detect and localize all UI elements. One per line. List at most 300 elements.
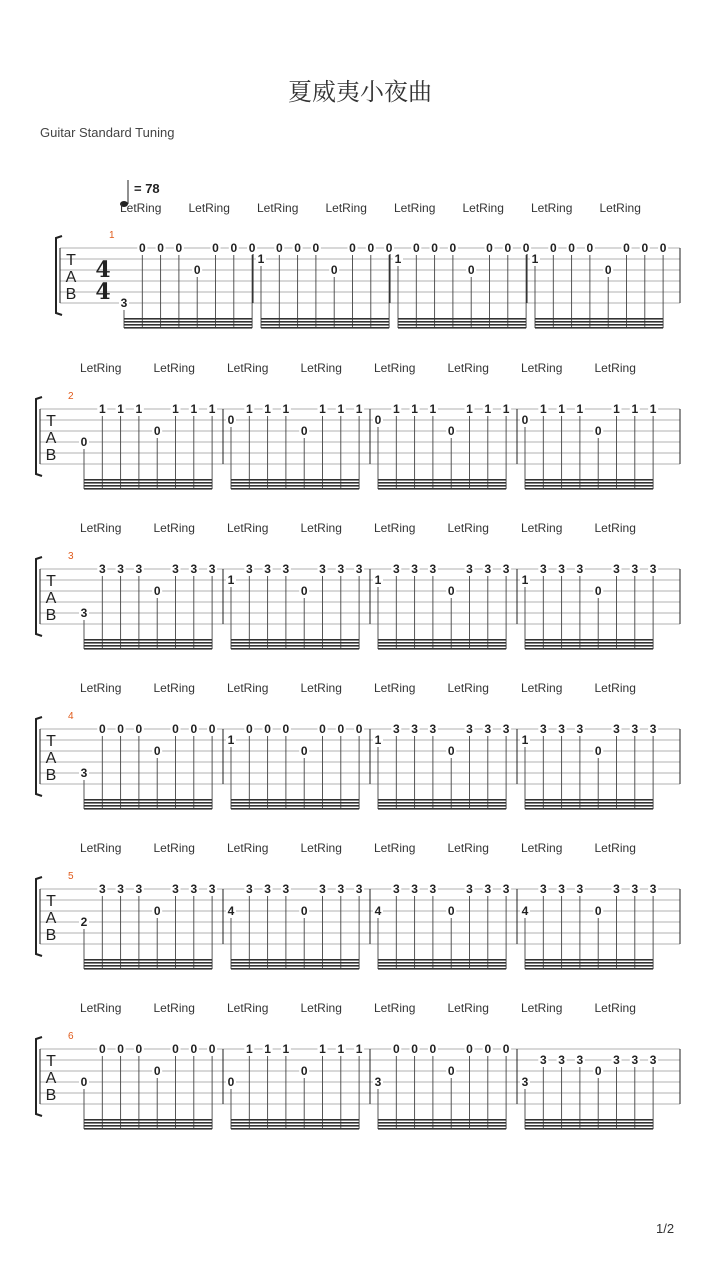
let-ring-label: LetRing <box>153 1001 195 1015</box>
fret-number: 0 <box>300 1064 308 1078</box>
fret-number: 3 <box>576 1053 584 1067</box>
fret-number: 0 <box>641 241 649 255</box>
let-ring-label: LetRing <box>447 1001 489 1015</box>
note-beam <box>378 808 506 810</box>
fret-number: 3 <box>208 882 216 896</box>
tuning-label: Guitar Standard Tuning <box>40 125 175 140</box>
fret-number: 1 <box>374 733 382 747</box>
fret-number: 3 <box>319 562 326 576</box>
let-ring-label: LetRing <box>227 521 269 535</box>
fret-number: 0 <box>412 241 420 255</box>
fret-number: 3 <box>539 722 547 736</box>
song-title: 夏威夷小夜曲 <box>288 78 432 106</box>
fret-number: 1 <box>245 1042 253 1056</box>
note-beam <box>231 482 359 484</box>
fret-number: 3 <box>539 562 547 576</box>
fret-number: 1 <box>257 252 265 266</box>
note-beam <box>535 324 663 326</box>
fret-number: 0 <box>294 241 301 255</box>
fret-number: 1 <box>208 402 216 416</box>
note-beam <box>231 479 359 481</box>
fret-number: 0 <box>282 722 290 736</box>
fret-number: 0 <box>157 241 164 255</box>
measure-number: 5 <box>68 871 74 882</box>
let-ring-label: LetRing <box>300 521 342 535</box>
fret-number: 0 <box>484 1042 492 1056</box>
note-beam <box>84 968 212 970</box>
fret-number: 0 <box>264 722 271 736</box>
let-ring-label: LetRing <box>447 841 489 855</box>
note-beam <box>398 321 526 323</box>
fret-number: 1 <box>264 1042 271 1056</box>
note-beam <box>231 1119 359 1121</box>
fret-number: 1 <box>531 252 539 266</box>
let-ring-label: LetRing <box>594 681 636 695</box>
fret-number: 1 <box>282 1042 290 1056</box>
fret-number: 0 <box>212 241 219 255</box>
note-beam <box>231 959 359 961</box>
note-beam <box>525 799 653 801</box>
note-beam <box>84 805 212 807</box>
fret-number: 0 <box>367 241 375 255</box>
note-beam <box>525 645 653 647</box>
let-ring-label: LetRing <box>447 681 489 695</box>
fret-number: 3 <box>613 1053 620 1067</box>
fret-number: 3 <box>411 562 418 576</box>
let-ring-label: LetRing <box>374 681 416 695</box>
fret-number: 0 <box>594 904 602 918</box>
note-beam <box>231 488 359 490</box>
note-beam <box>124 321 252 323</box>
fret-number: 3 <box>613 562 620 576</box>
fret-number: 1 <box>374 573 382 587</box>
let-ring-label: LetRing <box>447 361 489 375</box>
note-beam <box>261 327 389 329</box>
let-ring-label: LetRing <box>374 1001 416 1015</box>
measure-number: 3 <box>68 551 74 562</box>
note-beam <box>535 321 663 323</box>
fret-number: 1 <box>411 402 418 416</box>
fret-number: 3 <box>120 296 128 310</box>
fret-number: 0 <box>245 722 253 736</box>
fret-number: 0 <box>190 1042 198 1056</box>
fret-number: 1 <box>172 402 179 416</box>
fret-number: 1 <box>337 402 345 416</box>
fret-number: 3 <box>80 606 88 620</box>
fret-number: 3 <box>613 882 620 896</box>
let-ring-label: LetRing <box>153 361 195 375</box>
fret-number: 3 <box>649 882 657 896</box>
tab-clef-letter: A <box>45 910 57 927</box>
note-beam <box>84 1128 212 1130</box>
fret-number: 3 <box>337 562 345 576</box>
fret-number: 0 <box>447 424 455 438</box>
fret-number: 1 <box>117 402 124 416</box>
fret-number: 1 <box>282 402 290 416</box>
fret-number: 0 <box>193 263 201 277</box>
fret-number: 0 <box>208 722 216 736</box>
fret-number: 1 <box>484 402 492 416</box>
fret-number: 0 <box>190 722 198 736</box>
note-beam <box>84 639 212 641</box>
note-beam <box>84 648 212 650</box>
let-ring-label: LetRing <box>594 841 636 855</box>
fret-number: 3 <box>282 882 290 896</box>
note-beam <box>124 327 252 329</box>
note-beam <box>261 324 389 326</box>
fret-number: 0 <box>172 1042 179 1056</box>
fret-number: 3 <box>429 882 437 896</box>
fret-number: 0 <box>594 424 602 438</box>
fret-number: 3 <box>117 882 124 896</box>
note-beam <box>231 805 359 807</box>
tab-system <box>36 361 680 490</box>
fret-number: 1 <box>355 1042 363 1056</box>
note-beam <box>261 318 389 320</box>
fret-number: 1 <box>502 402 510 416</box>
fret-number: 3 <box>411 882 418 896</box>
fret-number: 1 <box>613 402 620 416</box>
note-beam <box>84 479 212 481</box>
fret-number: 3 <box>558 1053 565 1067</box>
let-ring-label: LetRing <box>521 361 563 375</box>
fret-number: 0 <box>300 584 308 598</box>
fret-number: 0 <box>153 904 161 918</box>
note-beam <box>84 802 212 804</box>
fret-number: 3 <box>576 722 584 736</box>
let-ring-label: LetRing <box>374 841 416 855</box>
let-ring-label: LetRing <box>300 1001 342 1015</box>
page-number: 1/2 <box>656 1221 675 1236</box>
fret-number: 3 <box>502 882 510 896</box>
tab-clef-letter: B <box>45 447 57 464</box>
fret-number: 1 <box>631 402 639 416</box>
fret-number: 0 <box>521 413 529 427</box>
fret-number: 1 <box>245 402 253 416</box>
tab-clef-letter: A <box>45 750 57 767</box>
note-beam <box>378 648 506 650</box>
tab-system <box>56 180 680 329</box>
fret-number: 0 <box>586 241 594 255</box>
note-beam <box>231 962 359 964</box>
note-beam <box>525 805 653 807</box>
let-ring-label: LetRing <box>521 841 563 855</box>
note-beam <box>84 1125 212 1127</box>
fret-number: 3 <box>631 722 639 736</box>
note-beam <box>525 485 653 487</box>
fret-number: 3 <box>392 562 400 576</box>
fret-number: 0 <box>392 1042 400 1056</box>
fret-number: 3 <box>264 562 271 576</box>
note-beam <box>525 1125 653 1127</box>
fret-number: 0 <box>135 1042 143 1056</box>
let-ring-label: LetRing <box>80 1001 122 1015</box>
fret-number: 3 <box>558 722 565 736</box>
tab-clef-letter: T <box>46 573 56 590</box>
fret-number: 3 <box>98 882 106 896</box>
let-ring-label: LetRing <box>374 521 416 535</box>
note-beam <box>525 968 653 970</box>
fret-number: 1 <box>355 402 363 416</box>
note-beam <box>525 642 653 644</box>
fret-number: 3 <box>392 722 400 736</box>
fret-number: 0 <box>604 263 612 277</box>
fret-number: 0 <box>411 1042 418 1056</box>
tab-clef-letter: T <box>46 733 56 750</box>
fret-number: 0 <box>138 241 146 255</box>
fret-number: 1 <box>135 402 143 416</box>
fret-number: 3 <box>576 882 584 896</box>
note-beam <box>378 962 506 964</box>
fret-number: 1 <box>319 402 326 416</box>
note-beam <box>84 1119 212 1121</box>
note-beam <box>378 799 506 801</box>
tab-clef-letter: B <box>45 607 57 624</box>
note-beam <box>378 1119 506 1121</box>
tab-system <box>36 841 680 970</box>
fret-number: 3 <box>411 722 418 736</box>
measure-number: 1 <box>109 230 115 241</box>
note-beam <box>525 808 653 810</box>
fret-number: 0 <box>349 241 356 255</box>
note-beam <box>231 802 359 804</box>
note-beam <box>378 805 506 807</box>
note-beam <box>535 318 663 320</box>
note-beam <box>378 645 506 647</box>
let-ring-label: LetRing <box>374 361 416 375</box>
fret-number: 3 <box>264 882 271 896</box>
note-beam <box>84 965 212 967</box>
let-ring-label: LetRing <box>188 201 230 215</box>
note-beam <box>84 1122 212 1124</box>
note-beam <box>84 485 212 487</box>
tab-clef-letter: T <box>46 1053 56 1070</box>
fret-number: 3 <box>190 562 198 576</box>
let-ring-label: LetRing <box>227 841 269 855</box>
note-beam <box>398 318 526 320</box>
note-beam <box>231 799 359 801</box>
fret-number: 0 <box>449 241 457 255</box>
let-ring-label: LetRing <box>227 361 269 375</box>
fret-number: 3 <box>135 882 143 896</box>
note-beam <box>124 324 252 326</box>
let-ring-label: LetRing <box>80 521 122 535</box>
fret-number: 0 <box>153 744 161 758</box>
note-beam <box>535 327 663 329</box>
fret-number: 0 <box>623 241 630 255</box>
let-ring-label: LetRing <box>80 681 122 695</box>
let-ring-label: LetRing <box>521 681 563 695</box>
fret-number: 0 <box>275 241 283 255</box>
tab-clef-letter: B <box>45 1087 57 1104</box>
time-signature-bottom: 4 <box>95 279 111 305</box>
fret-number: 3 <box>631 562 639 576</box>
fret-number: 1 <box>319 1042 326 1056</box>
note-beam <box>84 959 212 961</box>
fret-number: 0 <box>337 722 345 736</box>
let-ring-label: LetRing <box>521 1001 563 1015</box>
note-beam <box>231 808 359 810</box>
fret-number: 1 <box>394 252 402 266</box>
tab-clef-letter: B <box>45 767 57 784</box>
fret-number: 0 <box>227 1075 235 1089</box>
fret-number: 3 <box>558 562 565 576</box>
note-beam <box>231 648 359 650</box>
fret-number: 3 <box>135 562 143 576</box>
note-beam <box>261 321 389 323</box>
fret-number: 3 <box>429 722 437 736</box>
fret-number: 1 <box>98 402 106 416</box>
fret-number: 0 <box>117 1042 124 1056</box>
note-beam <box>84 642 212 644</box>
let-ring-label: LetRing <box>300 681 342 695</box>
note-beam <box>84 645 212 647</box>
note-beam <box>378 802 506 804</box>
fret-number: 3 <box>558 882 565 896</box>
fret-number: 0 <box>447 1064 455 1078</box>
fret-number: 0 <box>300 904 308 918</box>
fret-number: 1 <box>337 1042 345 1056</box>
fret-number: 0 <box>467 263 475 277</box>
note-beam <box>231 1125 359 1127</box>
fret-number: 0 <box>502 1042 510 1056</box>
note-beam <box>525 482 653 484</box>
fret-number: 0 <box>98 1042 106 1056</box>
tab-system <box>36 1001 680 1130</box>
note-beam <box>231 642 359 644</box>
fret-number: 3 <box>649 722 657 736</box>
tab-clef-letter: T <box>46 413 56 430</box>
note-beam <box>525 639 653 641</box>
let-ring-label: LetRing <box>257 201 299 215</box>
fret-number: 1 <box>227 573 235 587</box>
fret-number: 0 <box>153 584 161 598</box>
measure-number: 6 <box>68 1031 74 1042</box>
fret-number: 3 <box>282 562 290 576</box>
note-beam <box>378 968 506 970</box>
note-beam <box>378 1125 506 1127</box>
fret-number: 0 <box>230 241 238 255</box>
fret-number: 1 <box>576 402 584 416</box>
fret-number: 0 <box>175 241 183 255</box>
fret-number: 1 <box>558 402 565 416</box>
note-beam <box>124 318 252 320</box>
fret-number: 3 <box>172 882 179 896</box>
note-beam <box>525 1119 653 1121</box>
note-beam <box>378 485 506 487</box>
fret-number: 0 <box>447 584 455 598</box>
tab-clef-letter: B <box>65 286 77 303</box>
fret-number: 2 <box>80 915 88 929</box>
fret-number: 3 <box>319 882 326 896</box>
fret-number: 0 <box>117 722 124 736</box>
fret-number: 3 <box>190 882 198 896</box>
fret-number: 3 <box>631 1053 639 1067</box>
let-ring-label: LetRing <box>447 521 489 535</box>
fret-number: 1 <box>649 402 657 416</box>
time-signature-top: 4 <box>95 257 111 283</box>
fret-number: 3 <box>355 562 363 576</box>
fret-number: 0 <box>594 1064 602 1078</box>
fret-number: 3 <box>429 562 437 576</box>
fret-number: 3 <box>374 1075 382 1089</box>
let-ring-label: LetRing <box>80 841 122 855</box>
fret-number: 0 <box>447 744 455 758</box>
note-beam <box>378 959 506 961</box>
note-beam <box>378 482 506 484</box>
note-beam <box>525 802 653 804</box>
fret-number: 1 <box>227 733 235 747</box>
fret-number: 0 <box>385 241 393 255</box>
note-beam <box>378 639 506 641</box>
tab-clef-letter: T <box>46 893 56 910</box>
fret-number: 0 <box>80 1075 88 1089</box>
note-beam <box>231 1122 359 1124</box>
tab-clef-letter: A <box>45 590 57 607</box>
note-beam <box>525 479 653 481</box>
fret-number: 3 <box>484 722 492 736</box>
let-ring-label: LetRing <box>227 1001 269 1015</box>
let-ring-label: LetRing <box>153 841 195 855</box>
fret-number: 0 <box>549 241 557 255</box>
fret-number: 3 <box>245 882 253 896</box>
fret-number: 0 <box>429 1042 437 1056</box>
fret-number: 3 <box>484 882 492 896</box>
let-ring-label: LetRing <box>521 521 563 535</box>
let-ring-label: LetRing <box>531 201 573 215</box>
fret-number: 0 <box>466 1042 473 1056</box>
measure-number: 4 <box>68 711 74 722</box>
fret-number: 3 <box>521 1075 529 1089</box>
let-ring-label: LetRing <box>120 201 162 215</box>
fret-number: 3 <box>631 882 639 896</box>
fret-number: 3 <box>649 1053 657 1067</box>
let-ring-label: LetRing <box>594 361 636 375</box>
fret-number: 4 <box>521 904 529 918</box>
fret-number: 3 <box>502 722 510 736</box>
fret-number: 3 <box>117 562 124 576</box>
fret-number: 0 <box>172 722 179 736</box>
fret-number: 1 <box>190 402 198 416</box>
note-beam <box>525 1128 653 1130</box>
note-beam <box>231 968 359 970</box>
note-beam <box>378 1128 506 1130</box>
fret-number: 3 <box>337 882 345 896</box>
let-ring-label: LetRing <box>153 681 195 695</box>
let-ring-label: LetRing <box>300 361 342 375</box>
note-beam <box>525 962 653 964</box>
fret-number: 0 <box>374 413 382 427</box>
fret-number: 1 <box>264 402 271 416</box>
fret-number: 0 <box>594 584 602 598</box>
fret-number: 0 <box>319 722 326 736</box>
fret-number: 3 <box>466 562 473 576</box>
fret-number: 1 <box>521 733 529 747</box>
fret-number: 3 <box>649 562 657 576</box>
note-beam <box>378 479 506 481</box>
fret-number: 3 <box>613 722 620 736</box>
let-ring-label: LetRing <box>394 201 436 215</box>
fret-number: 3 <box>80 766 88 780</box>
fret-number: 0 <box>447 904 455 918</box>
fret-number: 3 <box>172 562 179 576</box>
fret-number: 0 <box>300 424 308 438</box>
note-beam <box>231 485 359 487</box>
note-beam <box>398 324 526 326</box>
fret-number: 0 <box>594 744 602 758</box>
tab-clef-letter: A <box>45 430 57 447</box>
let-ring-label: LetRing <box>462 201 504 215</box>
